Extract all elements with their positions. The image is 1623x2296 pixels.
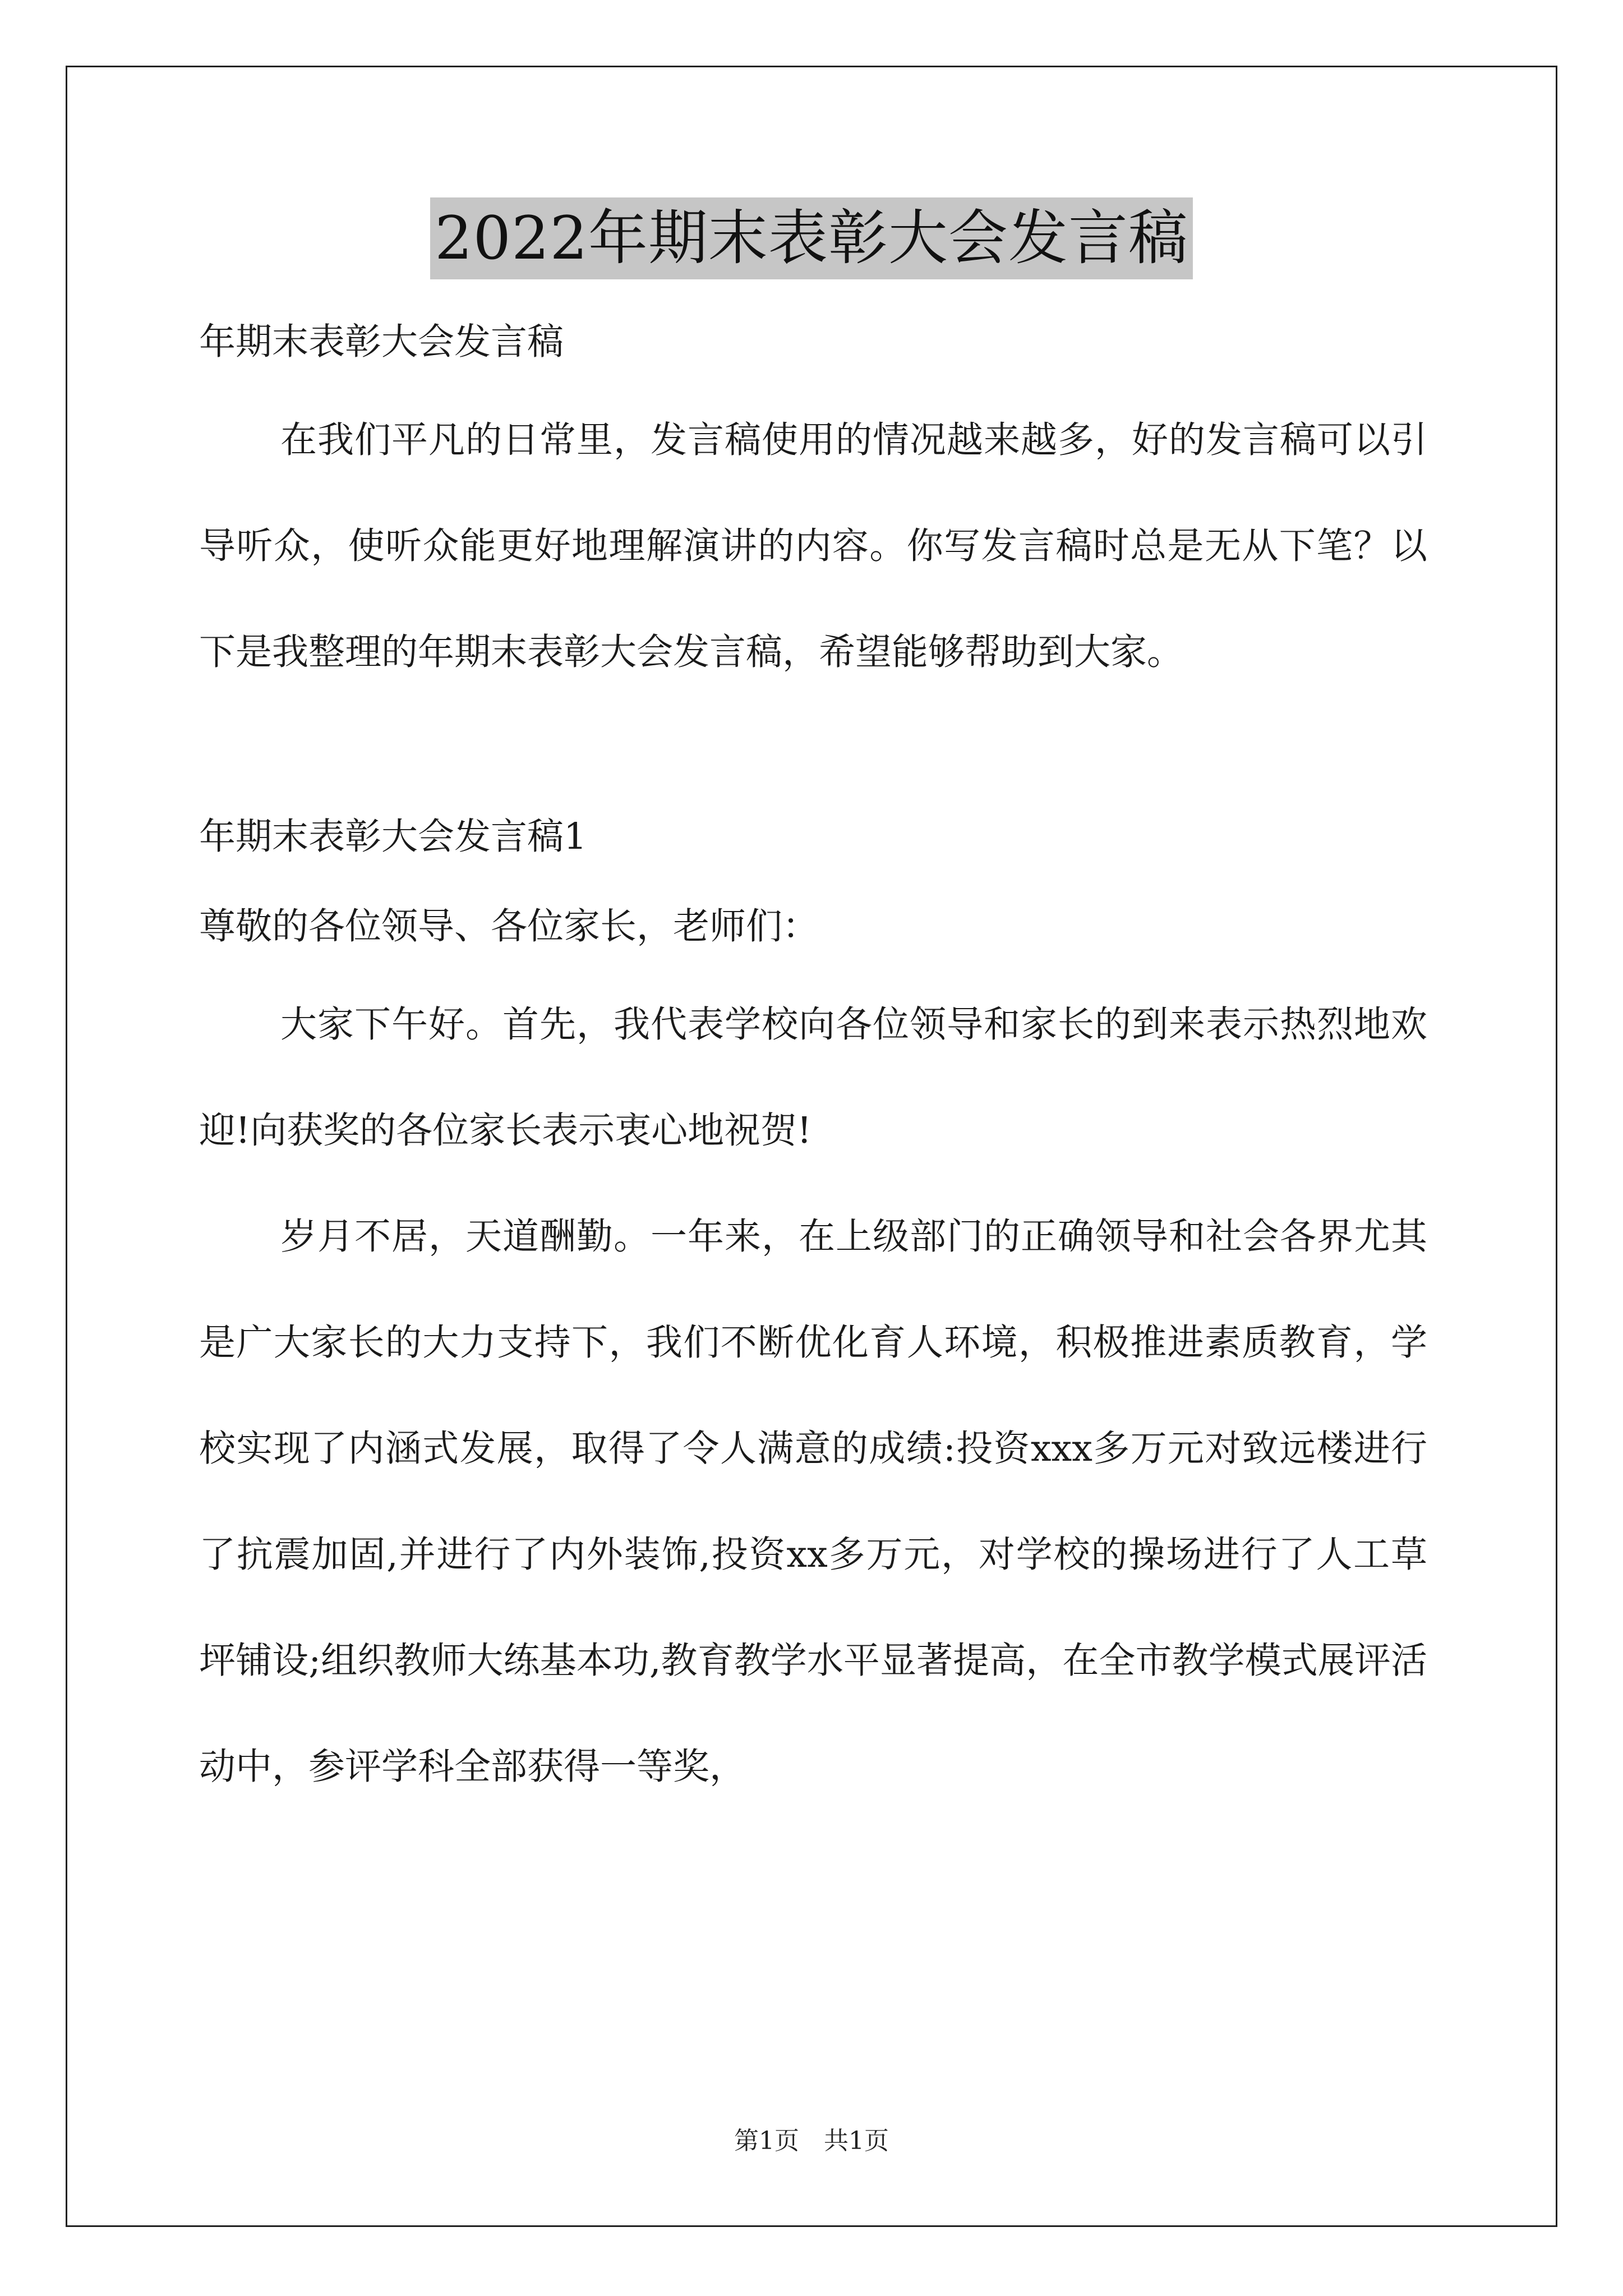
title-container [0,197,1623,279]
document-title: 2022年期末表彰大会发言稿 [430,197,1193,279]
intro-heading: 年期末表彰大会发言稿 [199,321,564,363]
page-footer: 第1页 共1页 [734,2127,889,2155]
intro-paragraph: 在我们平凡的日常里，发言稿使用的情况越来越多，好的发言稿可以引导听众，使听众能更好地理解演讲的内容。你写发言稿时总是无从下笔？以下是我整理的年期末表彰大会发言稿，希望能够帮助到大家。 [199,419,1427,673]
document-body [199,297,1427,1820]
section-heading: 年期末表彰大会发言稿1 [199,816,587,858]
achievements-paragraph: 岁月不居，天道酬勤。一年来，在上级部门的正确领导和社会各界尤其是广大家长的大力支持下，我们不断优化育人环境，积极推进素质教育，学校实现了内涵式发展，取得了令人满意的成绩:投资xxx多万元对致远楼进行了抗震加固,并进行了内外装饰,投资xx多万元，对学校的操场进行了人工草坪铺设;组织教师大练基本功,教育教学水平显著提高，在全市教学模式展评活动中，参评学科全部获得一等奖， [199,1216,1427,1788]
greeting-paragraph: 大家下午好。首先，我代表学校向各位领导和家长的到来表示热烈地欢迎!向获奖的各位家长表示衷心地祝贺! [199,1004,1427,1152]
salutation: 尊敬的各位领导、各位家长，老师们： [199,905,819,947]
